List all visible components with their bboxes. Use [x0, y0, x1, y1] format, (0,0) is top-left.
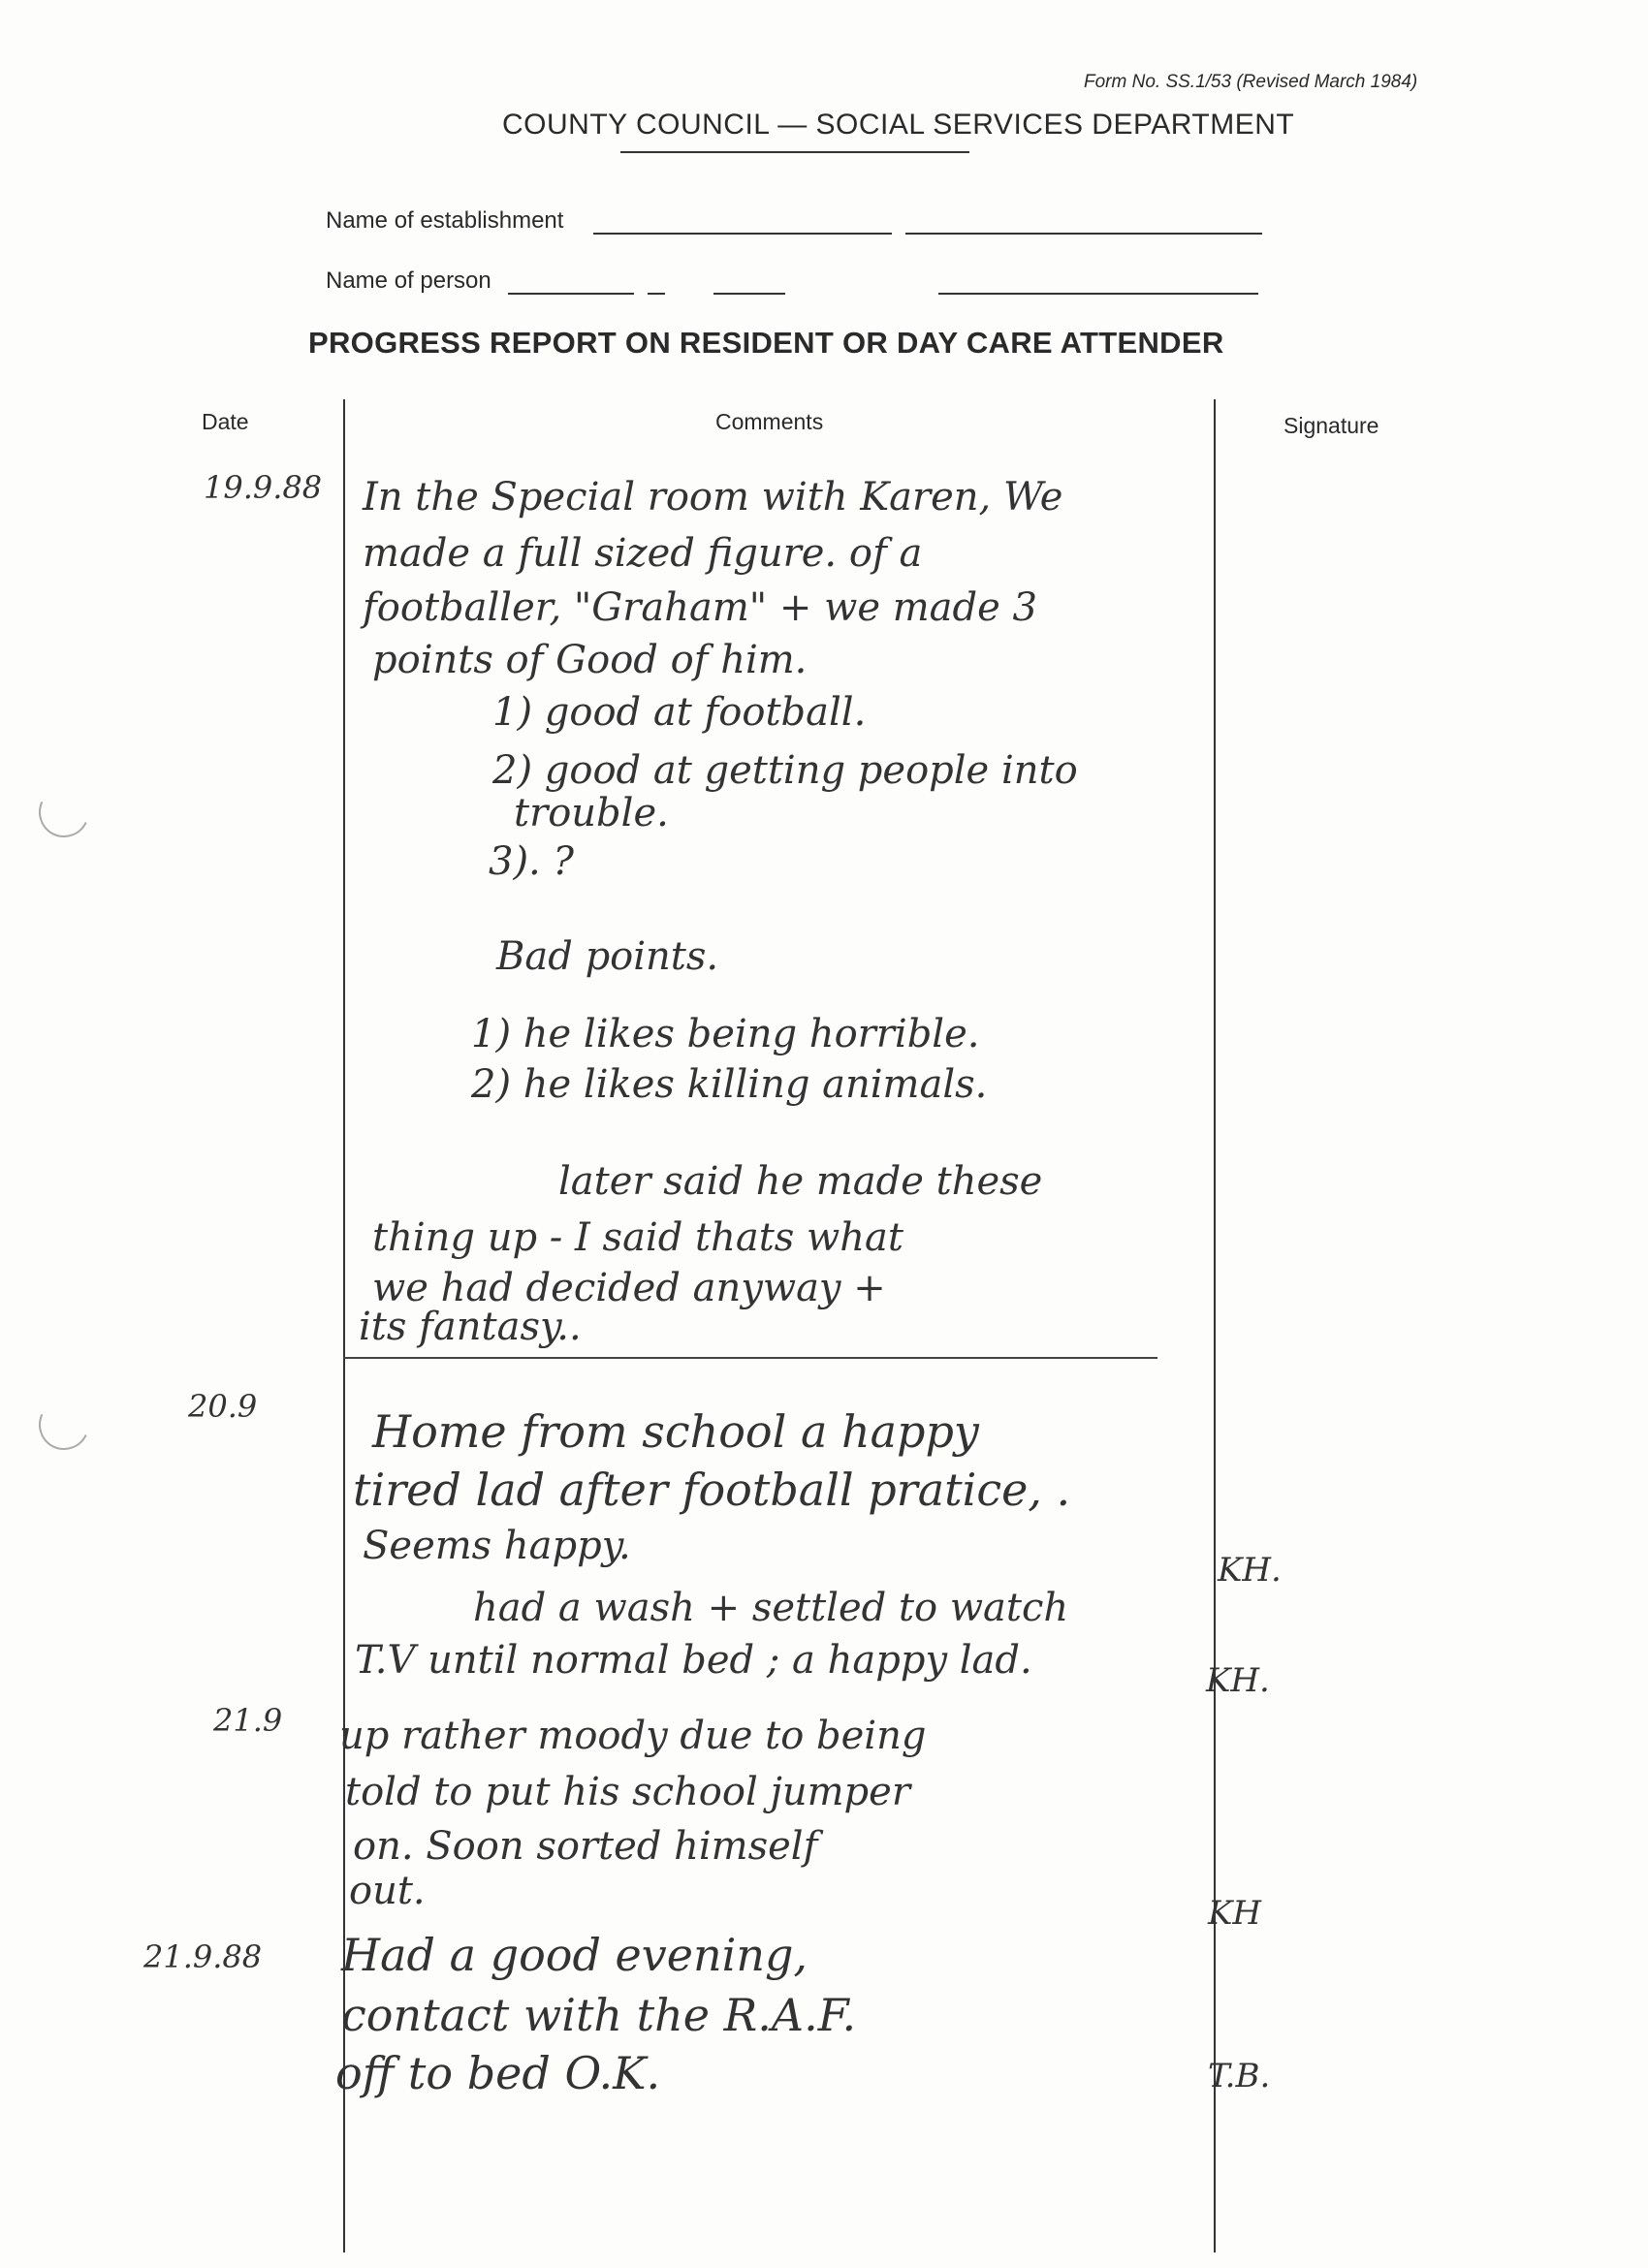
entry-signature: KH. — [1218, 1551, 1282, 1590]
person-label: Name of person — [326, 268, 491, 294]
entry-line: 2) he likes killing animals. — [471, 1062, 988, 1107]
entry-line: tired lad after football pratice, . — [353, 1464, 1071, 1516]
entry-line: off to bed O.K. — [335, 2047, 661, 2099]
entry-line: Bad points. — [496, 934, 719, 979]
entry-line: contact with the R.A.F. — [341, 1989, 857, 2041]
entry-line: T.V until normal bed ; a happy lad. — [355, 1638, 1032, 1683]
entry-date: 21.9.88 — [143, 1938, 263, 1975]
signature-left-rule — [1214, 399, 1216, 2252]
person-line-2 — [648, 293, 665, 295]
entry-signature: KH. — [1206, 1661, 1270, 1700]
report-title: PROGRESS REPORT ON RESIDENT OR DAY CARE ATTENDER — [308, 326, 1224, 360]
establishment-label: Name of establishment — [326, 207, 564, 234]
date-column-header: Date — [202, 409, 249, 434]
entry-date: 20.9 — [188, 1388, 258, 1425]
entry-line: on. Soon sorted himself — [353, 1824, 818, 1869]
entry-line: footballer, "Graham" + we made 3 — [363, 585, 1037, 630]
entry-line: In the Special room with Karen, We — [363, 475, 1063, 520]
establishment-line-2 — [905, 233, 1262, 235]
heading-underline — [620, 151, 969, 153]
punch-hole-lower — [32, 1393, 97, 1458]
entry-line: thing up - I said thats what — [372, 1215, 903, 1260]
entry-separator — [343, 1357, 1157, 1359]
entry-line: had a wash + settled to watch — [473, 1586, 1069, 1630]
entry-line: Had a good evening, — [341, 1929, 808, 1981]
entry-line: 1) good at football. — [492, 690, 867, 735]
person-line-3 — [713, 293, 785, 295]
entry-line: made a full sized figure. of a — [363, 531, 923, 576]
entry-date: 19.9.88 — [204, 469, 323, 506]
person-line-1 — [508, 293, 634, 295]
person-line-4 — [938, 293, 1258, 295]
entry-line: 2) good at getting people into — [492, 748, 1078, 793]
entry-line: Home from school a happy — [372, 1405, 979, 1458]
entry-line: told to put his school jumper — [345, 1770, 910, 1814]
form-number: Form No. SS.1/53 (Revised March 1984) — [1084, 72, 1418, 92]
entry-line: trouble. — [514, 791, 669, 835]
entry-line: up rather moody due to being — [339, 1714, 927, 1758]
entry-line: Seems happy. — [363, 1524, 631, 1568]
punch-hole-upper — [32, 780, 97, 845]
signature-column-header: Signature — [1284, 413, 1379, 438]
entry-date: 21.9 — [213, 1702, 283, 1739]
department-heading: COUNTY COUNCIL — SOCIAL SERVICES DEPARTMENT — [502, 109, 1295, 141]
entry-line: points of Good of him. — [372, 638, 808, 682]
entry-line: later said he made these — [558, 1159, 1043, 1204]
comments-column-header: Comments — [715, 409, 824, 434]
entry-line: we had decided anyway + — [372, 1266, 886, 1310]
establishment-line-1 — [593, 233, 892, 235]
entry-line: out. — [349, 1869, 426, 1913]
entry-line: 1) he likes being horrible. — [471, 1012, 980, 1056]
entry-signature: T.B. — [1208, 2057, 1271, 2095]
entry-line: 3). ? — [489, 839, 574, 884]
entry-signature: KH — [1208, 1894, 1262, 1933]
entry-line: its fantasy.. — [359, 1305, 582, 1349]
